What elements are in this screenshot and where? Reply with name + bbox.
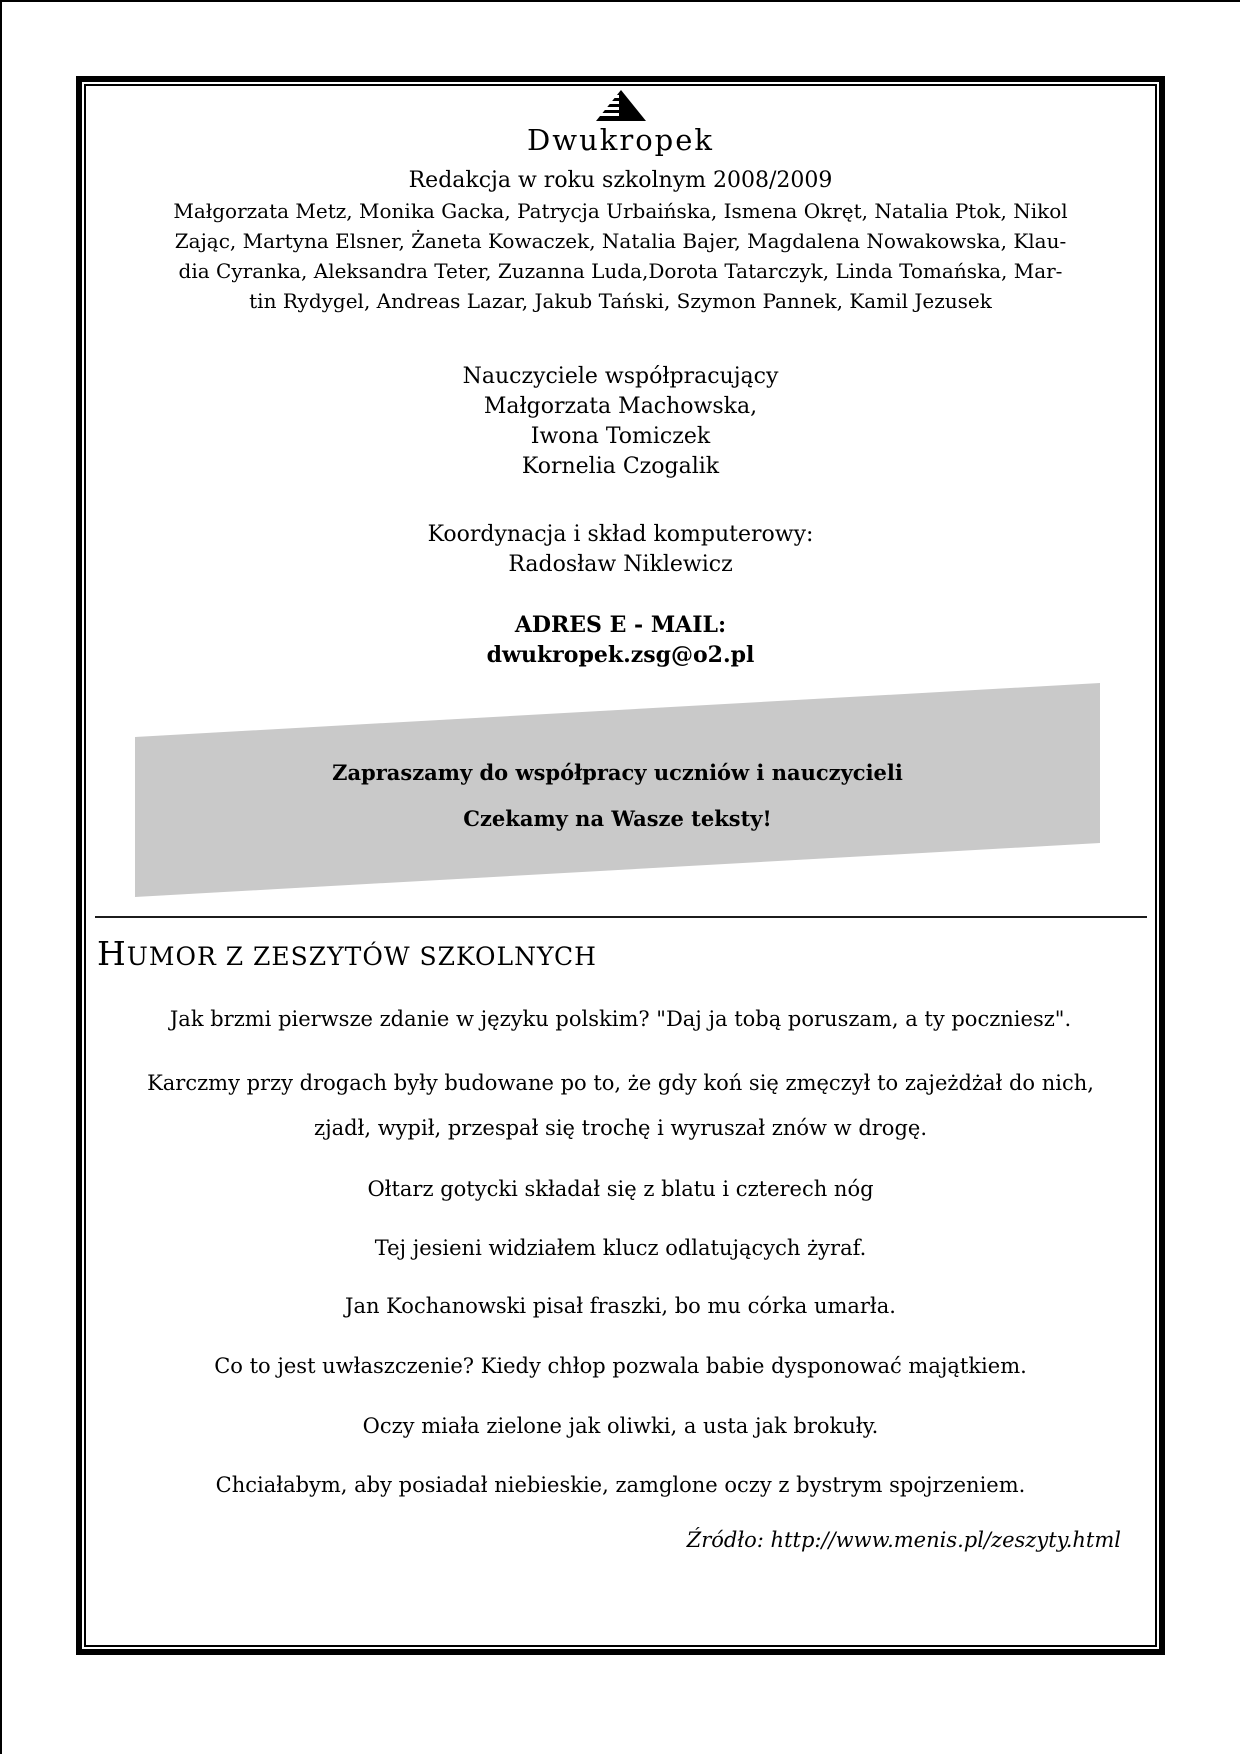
teacher-name: Kornelia Czogalik [521, 454, 720, 479]
humor-item: Jak brzmi pierwsze zdanie w języku polskim? "Daj ja tobą poruszam, a ty poczniesz". [169, 1007, 1072, 1031]
masthead-title: Redakcja w roku szkolnym 2008/2009 [408, 168, 833, 193]
page-content [86, 86, 1155, 1645]
inner-frame [84, 84, 1157, 1647]
humor-section-heading [97, 934, 1125, 980]
humor-item-line: zjadł, wypił, przespał się trochę i wyruszał znów w drogę. [314, 1116, 927, 1140]
humor-item: Chciałabym, aby posiadał niebieskie, zamglone oczy z bystrym spojrzeniem. [215, 1473, 1026, 1497]
humor-item [116, 1061, 1125, 1151]
editors-line: tin Rydygel, Andreas Lazar, Jakub Tański, Szymon Pannek, Kamil Jezusek [249, 289, 992, 313]
invitation-banner [135, 683, 1100, 897]
email-address: dwukropek.zsg@o2.pl [486, 642, 755, 668]
humor-item: Jan Kochanowski pisał fraszki, bo mu córka umarła. [345, 1294, 896, 1318]
editors-line: Małgorzata Metz, Monika Gacka, Patrycja Urbaińska, Ismena Okręt, Natalia Ptok, Nikol [173, 199, 1068, 223]
coordinator-name: Radosław Niklewicz [508, 552, 733, 577]
outer-frame [76, 76, 1165, 1655]
banner-line-1: Zapraszamy do współpracy uczniów i nauczycieli [332, 760, 903, 785]
source-reference: Źródło: http://www.menis.pl/zeszyty.html [686, 1528, 1121, 1552]
humor-list [116, 1004, 1125, 1500]
humor-item: Ołtarz gotycki składał się z blatu i czterech nóg [367, 1177, 874, 1201]
teachers-heading: Nauczyciele współpracujący [462, 364, 779, 389]
teachers-list [116, 392, 1125, 482]
logo-title: Dwukropek [527, 123, 714, 157]
banner-line-2: Czekamy na Wasze teksty! [463, 806, 772, 831]
heading-text: UMOR Z ZESZYTÓW SZKOLNYCH [126, 942, 597, 971]
pyramid-logo-icon [593, 90, 649, 122]
email-heading: ADRES E - MAIL: [514, 612, 727, 638]
humor-item: Co to jest uwłaszczenie? Kiedy chłop pozwala babie dysponować majątkiem. [214, 1354, 1027, 1378]
heading-drop-initial: H [97, 934, 127, 973]
coordination-heading: Koordynacja i skład komputerowy: [427, 522, 814, 547]
humor-item: Tej jesieni widziałem klucz odlatujących żyraf. [374, 1236, 867, 1260]
humor-item-line: Karczmy przy drogach były budowane po to, że gdy koń się zmęczył to zajeżdżał do nich, [147, 1071, 1094, 1095]
invitation-banner-text [135, 710, 1100, 870]
humor-item: Oczy miała zielone jak oliwki, a usta jak brokuły. [362, 1414, 879, 1438]
editors-line: Zając, Martyna Elsner, Żaneta Kowaczek, Natalia Bajer, Magdalena Nowakowska, Klau- [174, 229, 1067, 253]
editors-list [116, 196, 1125, 316]
section-divider [95, 916, 1147, 918]
teacher-name: Iwona Tomiczek [530, 424, 711, 449]
logo [116, 90, 1125, 122]
teacher-name: Małgorzata Machowska, [483, 394, 758, 419]
editors-line: dia Cyranka, Aleksandra Teter, Zuzanna Luda,Dorota Tatarczyk, Linda Tomańska, Mar- [178, 259, 1063, 283]
